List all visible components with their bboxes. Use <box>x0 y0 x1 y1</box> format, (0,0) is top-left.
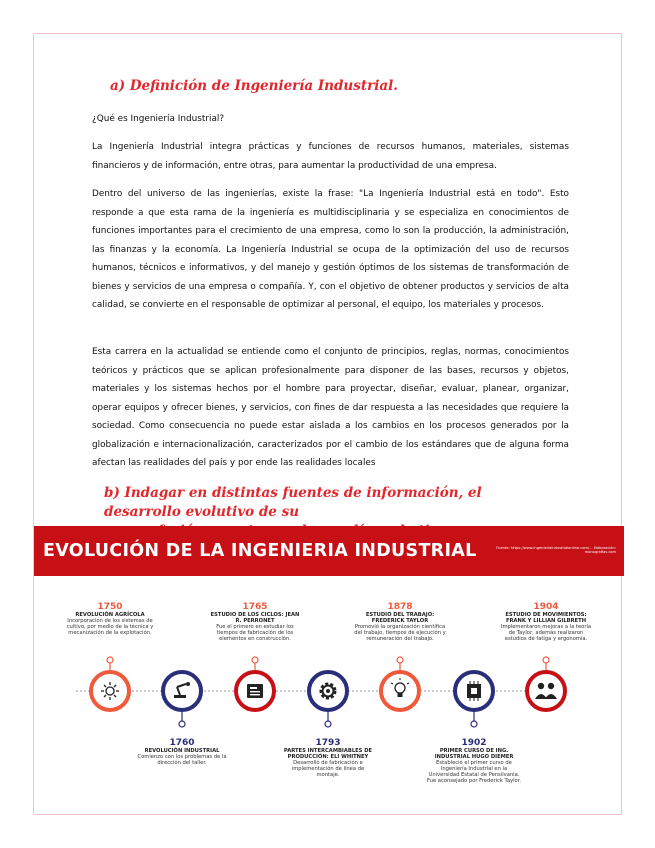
event-title: PRIMER CURSO DE ING. INDUSTRIAL HUGO DIEMER <box>434 748 514 760</box>
event-1878 <box>352 602 448 642</box>
paragraph-2: Dentro del universo de las ingenierías, existe la frase: "La Ingeniería Industrial está en todo". Esto responde a que esta rama de la ingeniería es multidisciplinaria y se especializa en conocimientos de funciones importantes para el crecimiento de una empresa, como lo son la producción, la administración, las finanzas y la economía. La Ingeniería Industrial se ocupa de la optimización del uso de recursos humanos, técnicos e informativos, y del manejo y gestión óptimos de los sistemas de transformación de bienes y servicios de una empresa o compañía. Y, con el objetivo de obtener productos y servicios de alta calidad, se convierte en el responsable de optimizar al personal, el equipo, los materiales y procesos. <box>92 189 569 310</box>
event-year: 1765 <box>242 602 268 612</box>
event-desc: Implementaron mejoras a la teoría de Taylor, además realizaron estudios de fatiga y ergonomía. <box>500 624 592 642</box>
sun-gear-icon <box>91 672 129 710</box>
section-a-heading: a) Definición de Ingeniería Industrial. <box>110 78 398 94</box>
event-title: REVOLUCIÓN AGRÍCOLA <box>75 612 145 618</box>
event-title: REVOLUCIÓN INDUSTRIAL <box>144 748 220 754</box>
people-icon <box>527 672 565 710</box>
event-title: ESTUDIO DE MOVIMIENTOS: FRANK Y LILLIAN GILBRETH <box>505 612 587 624</box>
event-desc: Promovió la organización científica del trabajo, tiempos de ejecución y remuneración del trabajo. <box>354 624 446 642</box>
event-year: 1793 <box>315 738 341 748</box>
event-title: PARTES INTERCAMBIABLES DE PRODUCCIÓN: ELI WHITNEY <box>283 748 373 760</box>
event-1902 <box>426 738 522 784</box>
event-1793 <box>280 738 376 778</box>
paragraph-1: La Ingeniería Industrial integra prácticas y funciones de recursos humanos, materiales, sistemas financieros y de información, entre otras, para aumentar la productividad de una empresa. <box>92 142 569 171</box>
event-title: ESTUDIO DEL TRABAJO: FREDERICK TAYLOR <box>365 612 435 624</box>
event-1750 <box>62 602 158 636</box>
event-title: ESTUDIO DE LOS CICLOS: JEAN R. PERRONET <box>210 612 300 624</box>
event-year: 1760 <box>169 738 195 748</box>
event-1904 <box>498 602 594 642</box>
event-year: 1750 <box>97 602 123 612</box>
event-desc: Fue el primero en estudiar los tiempos de fabricación de los elementos en construcción. <box>216 624 294 642</box>
section-b-heading-line1: b) Indagar en distintas fuentes de información, el desarrollo evolutivo de su <box>104 485 482 520</box>
microchip-icon <box>455 672 493 710</box>
machine-icon <box>236 672 274 710</box>
lightbulb-icon <box>381 672 419 710</box>
gear-icon <box>309 672 347 710</box>
event-desc: Incorporación de los sistemas de cultivo, por medio de la técnica y mecanización de la explotación. <box>66 618 154 636</box>
event-year: 1904 <box>533 602 559 612</box>
question-text: ¿Qué es Ingeniería Industrial? <box>92 114 225 124</box>
event-desc: Comienzo con los problemas de la dirección del taller. <box>137 754 227 766</box>
event-desc: Desarrolló de fabricación e implementación de línea de montaje. <box>291 760 365 778</box>
event-1760 <box>134 738 230 766</box>
infographic-banner <box>34 526 624 576</box>
paragraph-3: Esta carrera en la actualidad se entiende como el conjunto de principios, reglas, normas, conocimientos teóricos y prácticos que se aplican profesionalmente para disponer de las bases, recursos y objetos, materiales y los sistemas hechos por el hombre para proyectar, diseñar, evaluar, planear, organizar, operar equipos y ofrecer bienes, y servicios, con fines de dar respuesta a las necesidades que requiere la sociedad. Como consecuencia no puede estar aislada a los cambios en los procesos generados por la globalización e internacionalización, caracterizados por el cambio de los estándares que de alguna forma afectan las realidades del país y por ende las realidades locales <box>92 347 569 468</box>
event-year: 1902 <box>461 738 487 748</box>
event-year: 1878 <box>387 602 413 612</box>
event-1765 <box>207 602 303 642</box>
infographic-title: EVOLUCIÓN DE LA INGENIERIA INDUSTRIAL <box>43 541 477 561</box>
event-desc: Estableció el primer curso de Ingeniería Industrial en la Universidad Estatal de Pensilvania. Fue aconsejado por Frederick Taylor. <box>426 760 522 784</box>
infographic-source: Fuente: https://www.ingenieriaindustrialonline.com/... Elaboración: monografias.com <box>496 546 616 555</box>
robot-arm-icon <box>163 672 201 710</box>
timeline <box>34 576 624 812</box>
